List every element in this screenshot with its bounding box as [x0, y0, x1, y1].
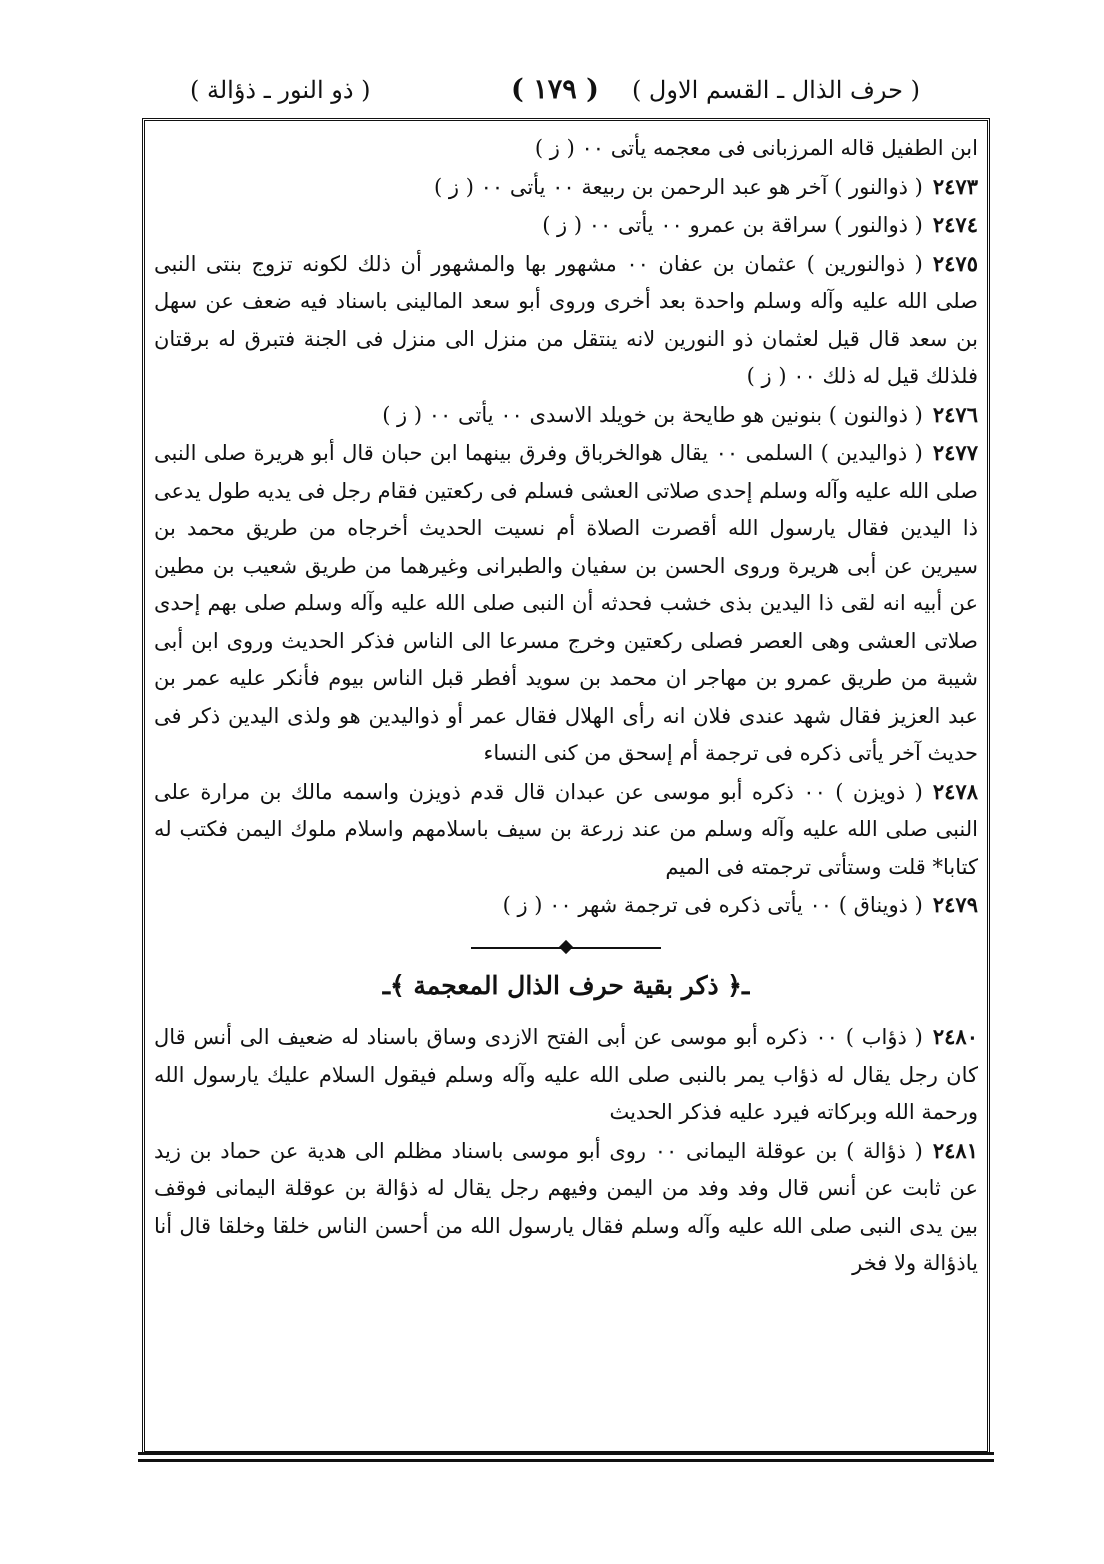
entry-2473 [154, 168, 978, 207]
entry-2480 [154, 1018, 978, 1132]
entry-2474 [154, 206, 978, 245]
page-frame-bottom-rule [138, 1452, 994, 1462]
section-title: ـ﴿ ذكر بقية حرف الذال المعجمة ﴾ـ [382, 970, 750, 1000]
entry-number: ٢٤٧٨ [932, 778, 978, 804]
entry-2477 [154, 434, 978, 773]
entries-bottom [154, 1018, 978, 1283]
entries-top [154, 130, 978, 925]
page-number: ( ١٧٩ ) [511, 74, 599, 105]
entry-text: ( ذواليدين ) السلمى ٠٠ يقال هوالخرباق وفرق بينهما ابن حبان قال أبو هريرة صلى النبى صلى الله عليه وآله وسلم إحدى صلاتى العشى فسلم فى ركعتين فقام رجل فى يديه طول يدعى ذا اليدين فقال يارسول الله أقصرت الصلاة أم نسيت الحديث أخرجاه من طريق محمد بن سيرين عن أبى هريرة وروى الحسن بن سفيان والطبرانى وغيرهما من طريق شعيب بن مطين عن أبيه انه لقى ذا اليدين بذى خشب فحدثه أن النبى صلى الله عليه وآله وسلم صلى بهم إحدى صلاتى العشى وهى العصر فصلى ركعتين وخرج مسرعا الى الناس فذكر الحديث وروى ابن أبى شيبة من طريق عمرو بن مهاجر ان محمد بن سويد أفطر قبل الناس بيوم فأنكر عليه عمر بن عبد العزيز فقال شهد عندى فلان انه رأى الهلال فقال عمر أو ذواليدين هو ولذى اليدين ذكر فى حديث آخر يأتى ذكره فى ترجمة أم إسحق من كنى النساء [154, 441, 978, 765]
entry-2478 [154, 773, 978, 887]
header-range: ( ذو النور ـ ذؤالة ) [190, 76, 371, 104]
entry-number: ٢٤٧٩ [932, 892, 978, 917]
entry-number: ٢٤٧٦ [932, 401, 978, 427]
entry-text: ابن الطفيل قاله المرزبانى فى معجمه يأتى ٠٠ ( ز ) [534, 136, 978, 160]
entry-number: ٢٤٧٧ [932, 440, 978, 465]
entry-continuation [154, 130, 978, 168]
entry-text: ( ذويزن ) ٠٠ ذكره أبو موسى عن عبدان قال قدم ذويزن واسمه مالك بن مرارة على النبى صلى الله عليه وآله وسلم من عند زرعة بن سيف باسلامهم واسلام ملوك اليمن فكتب له كتابا* قلت وستأتى ترجمته فى الميم [154, 779, 978, 879]
entry-number: ٢٤٧٣ [932, 173, 978, 199]
entry-text: ( ذوالنور ) سراقة بن عمرو ٠٠ يأتى ٠٠ ( ز ) [542, 213, 923, 237]
entry-number: ٢٤٨٠ [932, 1024, 978, 1049]
entry-text: ( ذوالنورين ) عثمان بن عفان ٠٠ مشهور بها والمشهور أن ذلك لكونه تزوج بنتى النبى صلى الله عليه وآله وسلم واحدة بعد أخرى وروى أبو سعد المالينى باسناد فيه ضعف عن سهل بن سعد قال قيل لعثمان ذو النورين لانه ينتقل من منزل الى منزل فى الجنة فتبرق له برقتان فلذلك قيل له ذلك ٠٠ ( ز ) [154, 251, 978, 388]
entry-text: ( ذوالنور ) آخر هو عبد الرحمن بن ربيعة ٠٠ يأتى ٠٠ ( ز ) [434, 174, 923, 199]
page-header [190, 70, 920, 110]
entry-number: ٢٤٧٤ [932, 212, 978, 237]
entry-2476 [154, 396, 978, 435]
page-body [154, 130, 978, 1283]
entry-number: ٢٤٨١ [932, 1137, 978, 1163]
entry-2475 [154, 245, 978, 396]
entry-text: ( ذويناق ) ٠٠ يأتى ذكره فى ترجمة شهر ٠٠ ( ز ) [502, 893, 923, 917]
entry-number: ٢٤٧٥ [932, 250, 978, 276]
divider-ornament [471, 947, 661, 949]
entry-2481 [154, 1132, 978, 1283]
entry-text: ( ذؤالة ) بن عوقلة اليمانى ٠٠ روى أبو موسى باسناد مظلم الى هدية عن حماد بن زيد عن ثابت عن أنس قال وفد وفد من اليمن وفيهم رجل يقال له ذؤالة بن عوقلة اليمانى فوقف بين يدى النبى صلى الله عليه وآله وسلم فقال يارسول الله من أحسن الناس خلقا وخلقا قال أنا ياذؤالة ولا فخر [154, 1138, 978, 1275]
entry-text: ( ذؤاب ) ٠٠ ذكره أبو موسى عن أبى الفتح الازدى وساق باسناد له ضعيف الى أنس قال كان رجل يقال له ذؤاب يمر بالنبى صلى الله عليه وآله وسلم فيقول السلام عليك يارسول الله ورحمة الله وبركاته فيرد عليه فذكر الحديث [154, 1025, 978, 1124]
header-chapter: ( حرف الذال ـ القسم الاول ) [631, 76, 920, 104]
entry-text: ( ذوالنون ) بنونين هو طايحة بن خويلد الاسدى ٠٠ يأتى ٠٠ ( ز ) [382, 402, 923, 427]
entry-2479 [154, 886, 978, 925]
